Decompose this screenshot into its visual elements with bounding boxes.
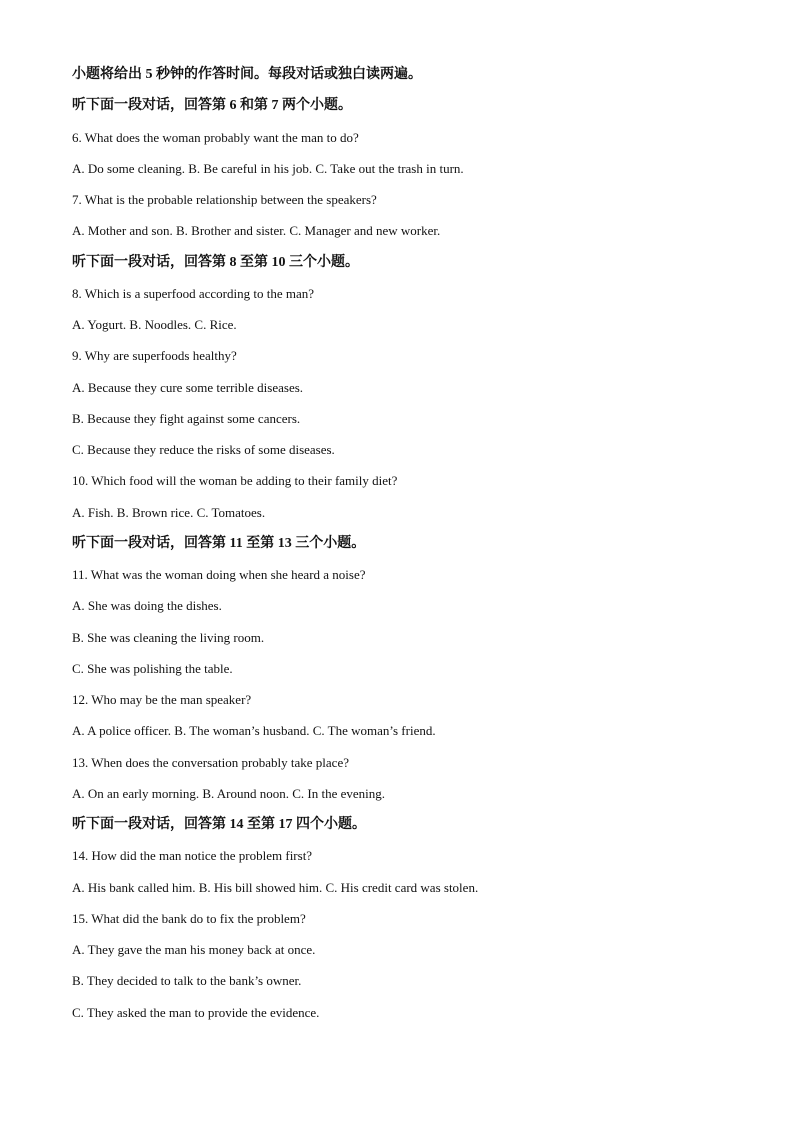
- option-9a: A. Because they cure some terrible diseases.: [72, 379, 304, 395]
- section-heading: 听下面一段对话，回答第 6 和第 7 两个小题。: [72, 98, 352, 114]
- options-14: A. His bank called him. B. His bill showed him. C. His credit card was stolen.: [72, 879, 479, 895]
- option-9c: C. Because they reduce the risks of some diseases.: [72, 442, 335, 457]
- option-15c: C. They asked the man to provide the evidence.: [72, 1004, 320, 1020]
- options-8: A. Yogurt. B. Noodles. C. Rice.: [72, 317, 237, 332]
- option-9b: B. Because they fight against some cancers.: [72, 410, 301, 426]
- option-15a: A. They gave the man his money back at once.: [72, 942, 316, 957]
- options-7: A. Mother and son. B. Brother and sister. C. Manager and new worker.: [72, 223, 441, 239]
- question-15: 15. What did the bank do to fix the problem?: [72, 910, 306, 926]
- section-heading: 听下面一段对话，回答第 14 至第 17 四个小题。: [72, 817, 366, 832]
- question-13: 13. When does the conversation probably take place?: [72, 754, 349, 770]
- question-12: 12. Who may be the man speaker?: [72, 692, 252, 707]
- question-8: 8. Which is a superfood according to the man?: [72, 285, 314, 301]
- question-7: 7. What is the probable relationship between the speakers?: [72, 192, 377, 207]
- question-11: 11. What was the woman doing when she heard a noise?: [72, 567, 366, 582]
- question-10: 10. Which food will the woman be adding to their family diet?: [72, 473, 398, 489]
- option-11b: B. She was cleaning the living room.: [72, 629, 265, 645]
- option-11a: A. She was doing the dishes.: [72, 598, 222, 614]
- section-heading: 听下面一段对话，回答第 11 至第 13 三个小题。: [72, 535, 366, 551]
- section-heading: 听下面一段对话，回答第 8 至第 10 三个小题。: [72, 254, 359, 270]
- text-line: 小题将给出 5 秒钟的作答时间。每段对话或独白读两遍。: [72, 67, 422, 82]
- question-9: 9. Why are superfoods healthy?: [72, 348, 237, 364]
- option-11c: C. She was polishing the table.: [72, 660, 233, 676]
- option-15b: B. They decided to talk to the bank’s owner.: [72, 973, 302, 989]
- options-12: A. A police officer. B. The woman’s husband. C. The woman’s friend.: [72, 723, 436, 739]
- options-6: A. Do some cleaning. B. Be careful in his job. C. Take out the trash in turn.: [72, 160, 464, 176]
- options-13: A. On an early morning. B. Around noon. C. In the evening.: [72, 785, 386, 801]
- question-14: 14. How did the man notice the problem first?: [72, 848, 313, 864]
- question-6: 6. What does the woman probably want the man to do?: [72, 129, 359, 145]
- options-10: A. Fish. B. Brown rice. C. Tomatoes.: [72, 504, 266, 520]
